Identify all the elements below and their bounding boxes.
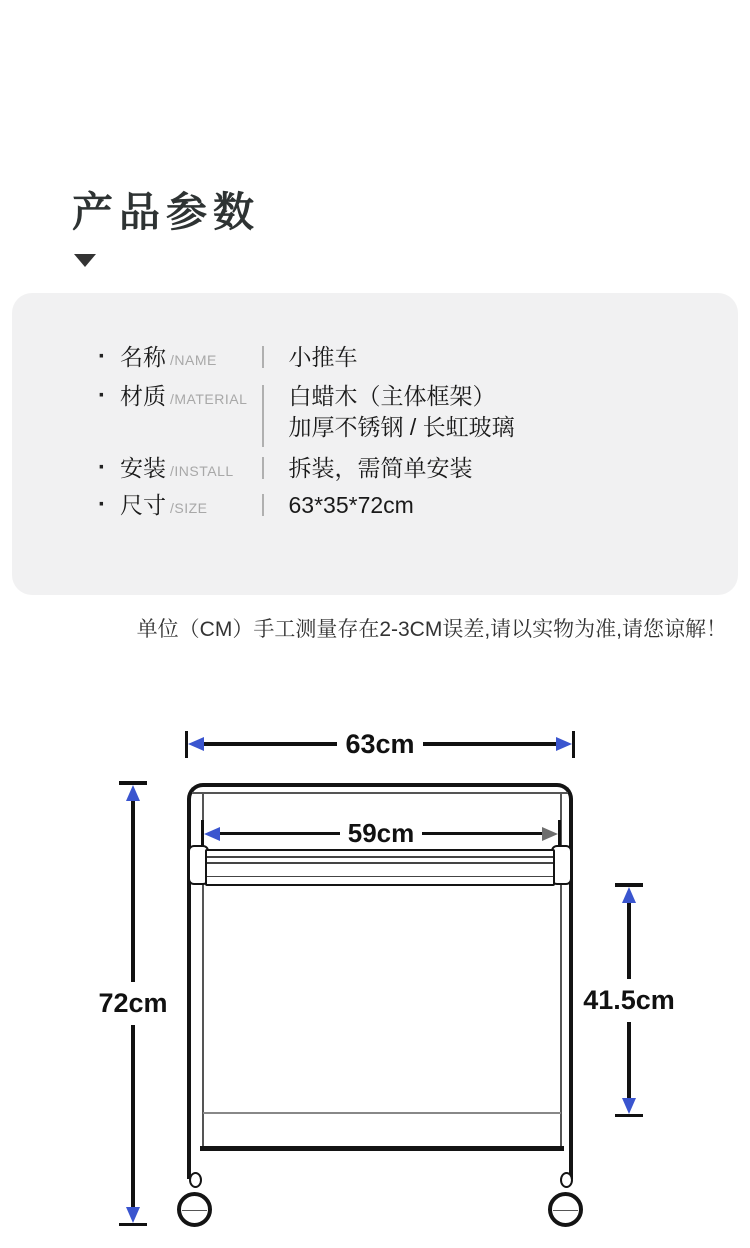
param-label-group bbox=[120, 345, 262, 369]
dimension-line bbox=[423, 742, 556, 746]
dimension-line bbox=[422, 832, 542, 836]
dimension-line bbox=[220, 832, 340, 836]
dimension-inner-width bbox=[201, 820, 561, 847]
arrow-up-icon bbox=[126, 785, 140, 801]
param-label: 材质 bbox=[120, 383, 166, 409]
dimension-line bbox=[131, 1025, 135, 1207]
param-sublabel: /MATERIAL bbox=[170, 391, 248, 407]
arrow-down-icon bbox=[126, 1207, 140, 1223]
dimension-overall-width bbox=[185, 730, 575, 758]
dimension-line bbox=[627, 903, 631, 979]
measurement-disclaimer: 单位（CM）手工测量存在2-3CM误差,请以实物为准,请您谅解！ bbox=[136, 618, 727, 641]
param-label-group bbox=[120, 384, 262, 408]
divider bbox=[262, 346, 264, 368]
caret-down-icon bbox=[74, 254, 96, 267]
param-value: 63*35*72cm bbox=[288, 492, 414, 518]
product-params-card bbox=[12, 293, 738, 595]
left-caster-wheel bbox=[177, 1192, 212, 1227]
bottom-shelf-back-line bbox=[203, 1112, 561, 1114]
arrow-up-icon bbox=[622, 887, 636, 903]
param-row-size bbox=[12, 493, 738, 517]
bottom-shelf-front-line bbox=[200, 1146, 564, 1151]
arrow-down-icon bbox=[622, 1098, 636, 1114]
divider bbox=[262, 385, 264, 447]
rail-line bbox=[207, 862, 553, 864]
dimension-end-tick bbox=[572, 731, 575, 758]
dimension-label: 72cm bbox=[98, 988, 168, 1018]
right-caster-wheel bbox=[548, 1192, 583, 1227]
arrow-left-icon bbox=[204, 827, 220, 841]
dimension-line bbox=[131, 801, 135, 983]
dimension-overall-height bbox=[92, 781, 174, 1226]
param-row-material bbox=[12, 384, 738, 447]
param-label: 名称 bbox=[120, 344, 166, 370]
rail-line bbox=[207, 876, 553, 878]
param-value: 小推车 bbox=[288, 344, 358, 370]
cart-top-inner-line bbox=[192, 792, 568, 794]
bullet-icon: · bbox=[98, 454, 106, 481]
param-label: 尺寸 bbox=[120, 492, 166, 518]
left-caster-neck bbox=[189, 1172, 202, 1188]
param-sublabel: /NAME bbox=[170, 352, 217, 368]
divider bbox=[262, 457, 264, 479]
dimension-line bbox=[627, 1022, 631, 1098]
page-title: 产品参数 bbox=[72, 189, 260, 235]
dimension-inner-height bbox=[583, 883, 675, 1117]
param-value: 拆装，需简单安装 bbox=[288, 455, 473, 481]
bullet-icon: · bbox=[98, 343, 106, 370]
param-sublabel: /SIZE bbox=[170, 500, 208, 516]
dimension-label: 63cm bbox=[345, 728, 415, 759]
dimension-end-cap bbox=[615, 1114, 643, 1118]
dimension-label: 41.5cm bbox=[583, 984, 675, 1015]
param-label: 安装 bbox=[120, 455, 166, 481]
arrow-right-icon bbox=[556, 737, 572, 751]
param-row-install bbox=[12, 456, 738, 480]
param-label-group bbox=[120, 456, 262, 480]
param-label-group bbox=[120, 493, 262, 517]
caster-axle-line bbox=[182, 1210, 207, 1212]
divider bbox=[262, 494, 264, 516]
cart-top-rail bbox=[205, 849, 555, 886]
param-sublabel: /INSTALL bbox=[170, 463, 234, 479]
param-row-name bbox=[12, 345, 738, 369]
rail-line bbox=[207, 856, 553, 858]
dimension-end-cap bbox=[119, 1223, 147, 1227]
param-value-line: 白蜡木（主体框架） bbox=[288, 383, 496, 409]
param-value-line: 加厚不锈钢 / 长虹玻璃 bbox=[288, 414, 515, 440]
arrow-right-icon bbox=[542, 827, 558, 841]
arrow-left-icon bbox=[188, 737, 204, 751]
dimension-label: 59cm bbox=[347, 818, 415, 848]
dimension-line bbox=[204, 742, 337, 746]
bullet-icon: · bbox=[98, 491, 106, 518]
right-caster-neck bbox=[560, 1172, 573, 1188]
caster-axle-line bbox=[553, 1210, 578, 1212]
dimension-end-tick bbox=[558, 820, 561, 847]
bullet-icon: · bbox=[98, 382, 106, 409]
param-value bbox=[289, 381, 515, 443]
